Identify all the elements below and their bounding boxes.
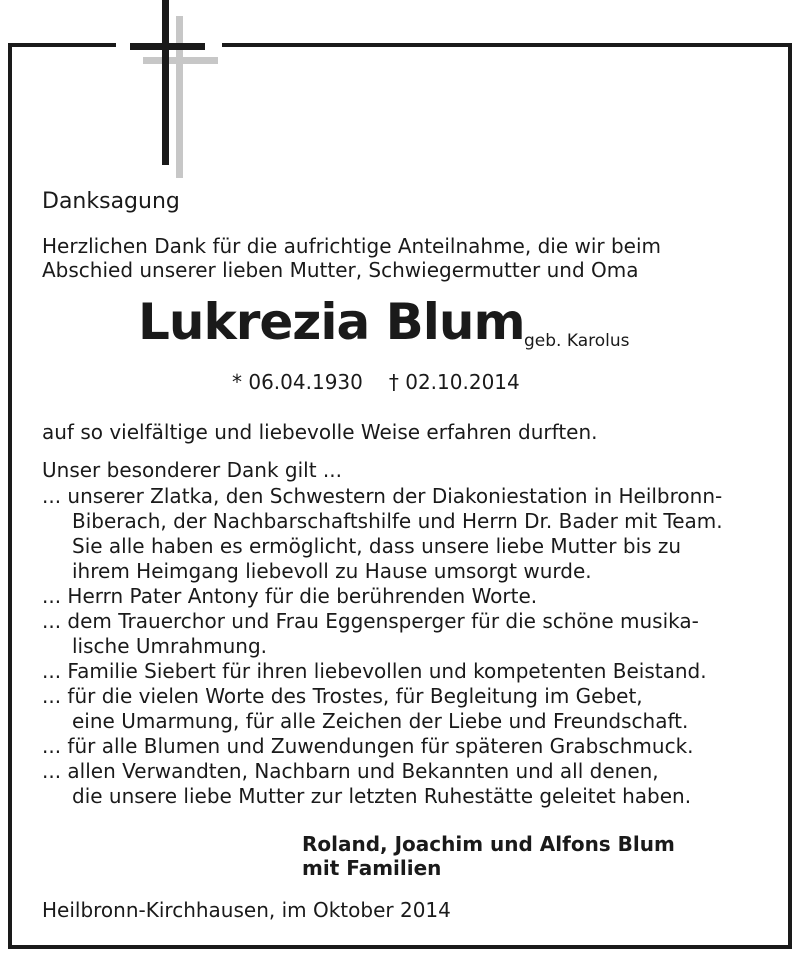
thanks-line: Biberach, der Nachbarschaftshilfe und Herrn Dr. Bader mit Team. [72, 509, 723, 533]
cross-grey-horizontal [143, 57, 218, 64]
thanks-line: Sie alle haben es ermöglicht, dass unsere liebe Mutter bis zu [72, 534, 682, 558]
thanks-line: ... für alle Blumen und Zuwendungen für späteren Grabschmuck. [42, 734, 694, 758]
thanks-line: ... Familie Siebert für ihren liebevollen und kompetenten Beistand. [42, 659, 707, 683]
thanks-line: ... allen Verwandten, Nachbarn und Bekannten und all denen, [42, 759, 659, 783]
experience-line: auf so vielfältige und liebevolle Weise erfahren durften. [42, 420, 598, 444]
frame-right [788, 43, 792, 949]
death-date: † 02.10.2014 [388, 370, 520, 394]
intro-line: Herzlichen Dank für die aufrichtige Anteilnahme, die wir beim [42, 234, 662, 258]
thanks-line: eine Umarmung, für alle Zeichen der Liebe und Freundschaft. [72, 709, 689, 733]
birth-date: * 06.04.1930 [232, 370, 363, 394]
frame-bottom [8, 945, 792, 949]
cross-black-vertical [162, 0, 169, 165]
intro-line: Abschied unserer lieben Mutter, Schwiegermutter und Oma [42, 258, 639, 282]
thanks-line: ... Herrn Pater Antony für die berührenden Worte. [42, 584, 538, 608]
cross-grey-vertical [176, 16, 183, 178]
place-date: Heilbronn-Kirchhausen, im Oktober 2014 [42, 898, 451, 922]
life-dates [232, 370, 520, 394]
thanks-line: lische Umrahmung. [72, 634, 268, 658]
signature-names: Roland, Joachim und Alfons Blum [302, 832, 675, 856]
thanks-line: ... für die vielen Worte des Trostes, für Begleitung im Gebet, [42, 684, 643, 708]
thanks-line: ihrem Heimgang liebevoll zu Hause umsorgt wurde. [72, 559, 592, 583]
deceased-name: Lukrezia Blum [138, 293, 525, 351]
frame-top-right [222, 43, 792, 47]
heading: Danksagung [42, 189, 180, 214]
cross-icon [0, 0, 240, 185]
thanks-intro: Unser besonderer Dank gilt ... [42, 458, 342, 482]
thanks-line: ... dem Trauerchor und Frau Eggensperger für die schöne musika- [42, 609, 699, 633]
thanks-line: ... unserer Zlatka, den Schwestern der Diakoniestation in Heilbronn- [42, 484, 723, 508]
thanks-line: die unsere liebe Mutter zur letzten Ruhestätte geleitet haben. [72, 784, 692, 808]
cross-black-horizontal [130, 43, 205, 50]
maiden-name: geb. Karolus [524, 331, 630, 351]
signature-families: mit Familien [302, 856, 442, 880]
